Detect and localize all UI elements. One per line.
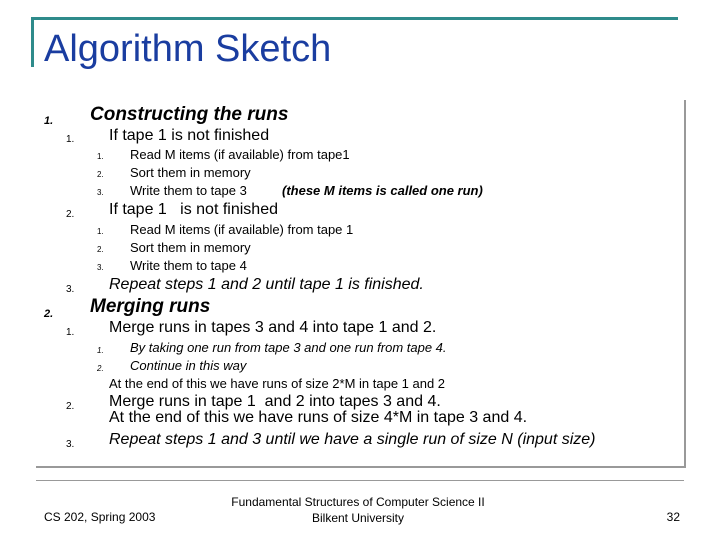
subitem-text: Write them to tape 3 [130, 183, 247, 198]
subitem-number: 1. [97, 227, 104, 236]
slide-title: Algorithm Sketch [44, 28, 332, 70]
item-number: 1. [66, 327, 75, 338]
item-number: 1. [66, 134, 75, 145]
item-text: Merge runs in tapes 3 and 4 into tape 1 and 2. [109, 319, 437, 336]
section-number: 1. [44, 115, 54, 127]
item-text: If tape 1 is not finished [109, 127, 270, 144]
subitem-number: 1. [97, 152, 104, 161]
subitem-number: 3. [97, 188, 104, 197]
footer-center [200, 494, 516, 526]
subitem-number: 2. [97, 170, 104, 179]
item-number: 3. [66, 284, 75, 295]
item-followup-text: At the end of this we have runs of size 2*M in tape 1 and 2 [109, 376, 446, 391]
subitem-text: Read M items (if available) from tape 1 [130, 222, 354, 237]
subitem-number: 3. [97, 263, 104, 272]
footer-university: Bilkent University [311, 511, 405, 525]
item-number: 2. [66, 209, 75, 220]
item-continuation-text: At the end of this we have runs of size 4*M in tape 3 and 4. [109, 409, 528, 426]
subitem-note: (these M items is called one run) [282, 183, 483, 198]
subitem-number: 2. [97, 245, 104, 254]
slide-frame-vertical [31, 17, 34, 67]
subitem-text: Sort them in memory [130, 240, 251, 255]
subitem-number: 2. [97, 364, 104, 373]
footer-course-title: Fundamental Structures of Computer Science II [231, 495, 485, 509]
footer-divider [36, 480, 684, 481]
slide-frame-horizontal [31, 17, 678, 20]
section-heading: Merging runs [90, 296, 211, 317]
subitem-text: By taking one run from tape 3 and one run from tape 4. [130, 340, 447, 355]
section-heading: Constructing the runs [90, 104, 289, 125]
section-number: 2. [44, 308, 54, 320]
footer-course: CS 202, Spring 2003 [44, 510, 156, 524]
item-number: 3. [66, 439, 75, 450]
item-text: Repeat steps 1 and 3 until we have a single run of size N (input size) [109, 431, 596, 448]
subitem-number: 1. [97, 346, 104, 355]
subitem-text: Write them to tape 4 [130, 258, 247, 273]
page-number: 32 [666, 510, 680, 524]
item-number: 2. [66, 401, 75, 412]
subitem-text: Sort them in memory [130, 165, 251, 180]
item-text: If tape 1 is not finished [109, 201, 278, 218]
subitem-text: Read M items (if available) from tape1 [130, 147, 350, 162]
item-text: Merge runs in tape 1 and 2 into tapes 3 and 4. [109, 393, 441, 410]
item-text: Repeat steps 1 and 2 until tape 1 is finished. [109, 276, 424, 293]
subitem-text: Continue in this way [130, 358, 247, 373]
